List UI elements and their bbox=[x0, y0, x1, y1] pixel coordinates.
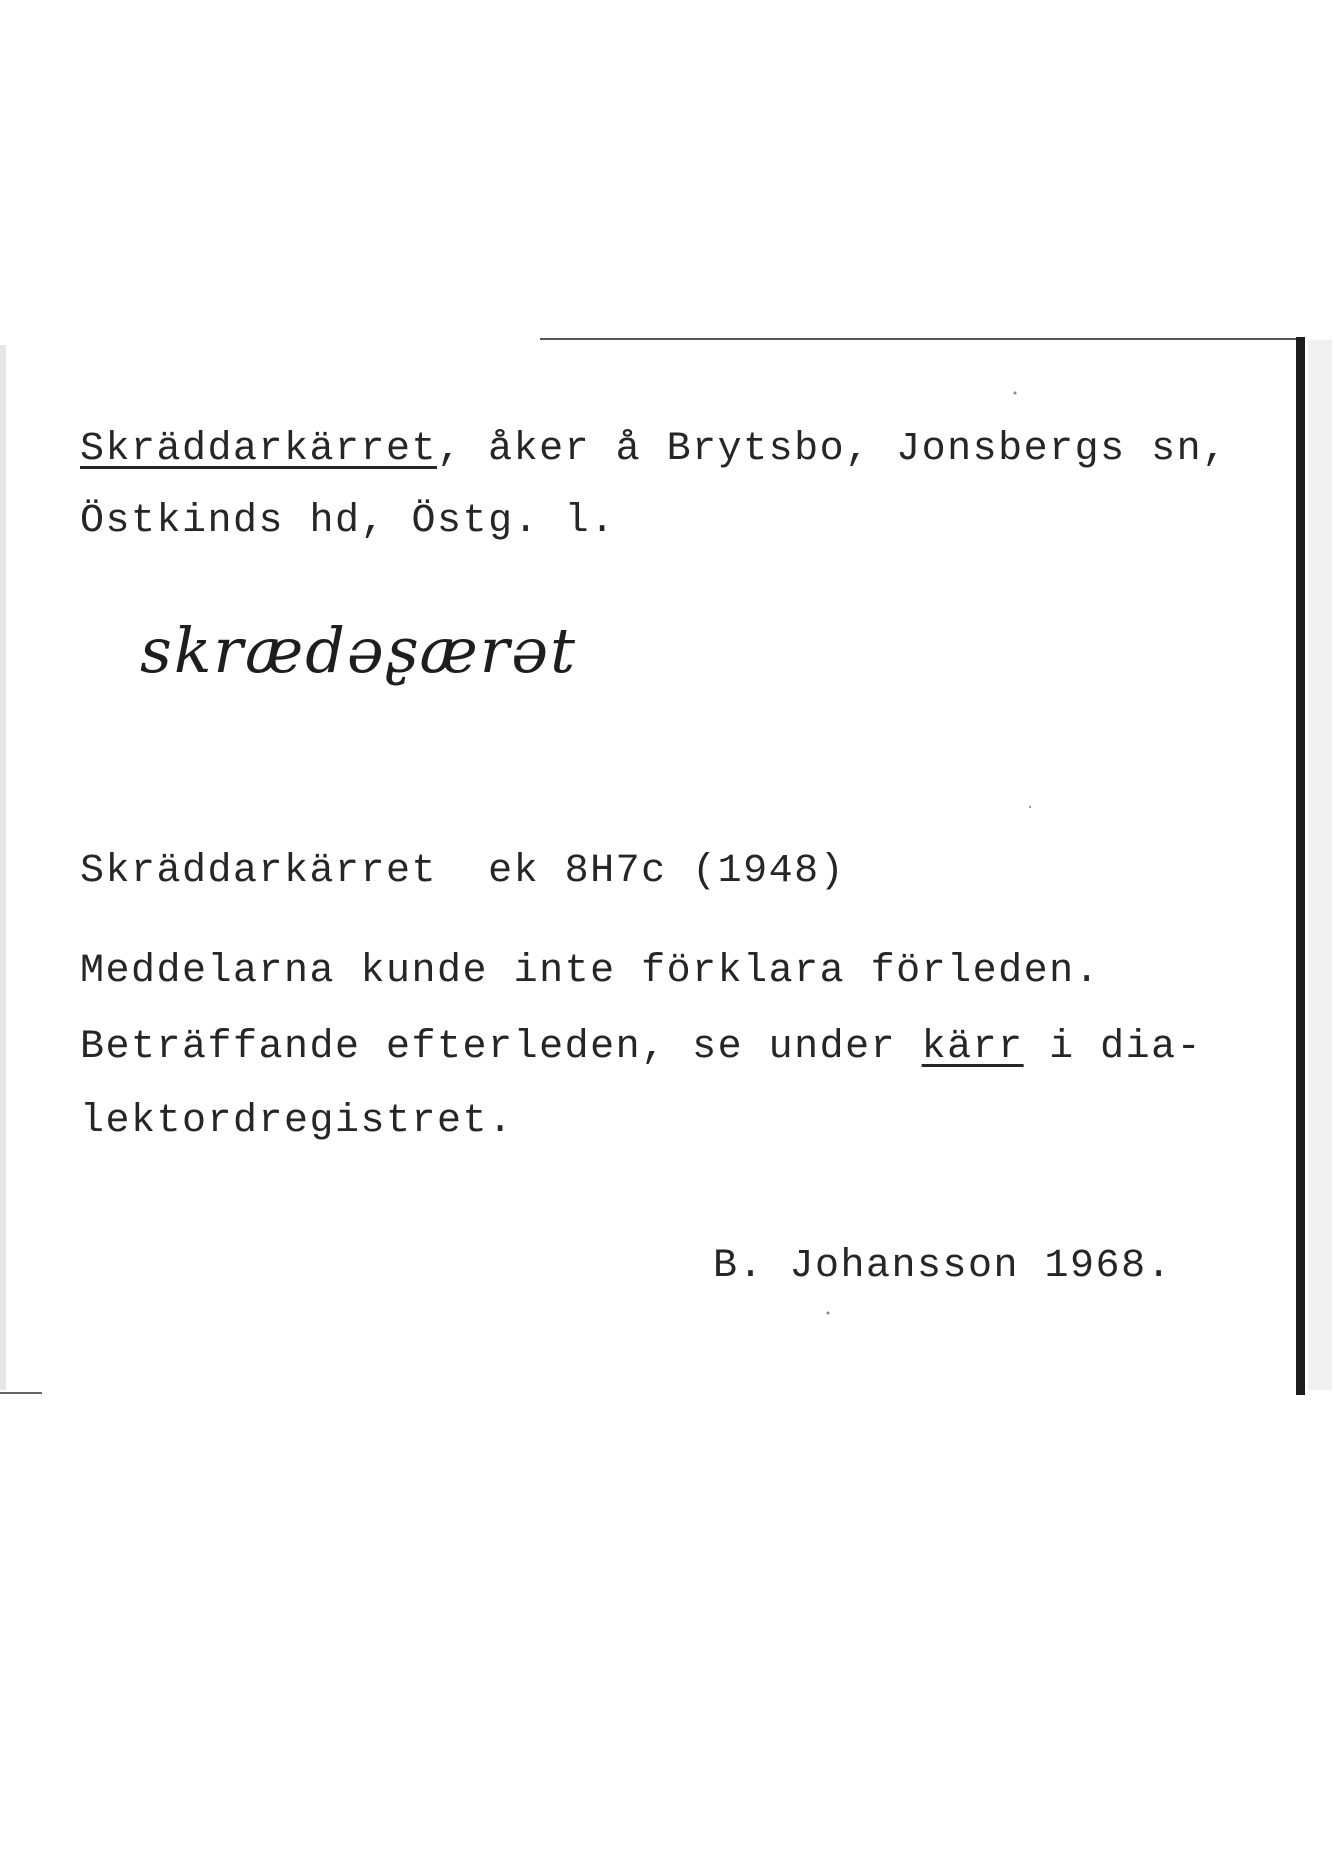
handwritten-phonetic-transcription: skrædəʂærət bbox=[140, 614, 578, 687]
card-right-edge-texture bbox=[1308, 340, 1332, 1390]
note-line-2 bbox=[80, 1025, 1203, 1070]
signature: B. Johansson 1968. bbox=[713, 1244, 1173, 1289]
record-reference: Skräddarkärret ek 8H7c (1948) bbox=[80, 849, 846, 894]
entry-line-1 bbox=[80, 427, 1228, 472]
note-line-2-start: Betr bbox=[80, 1025, 183, 1070]
card-left-edge-texture bbox=[0, 345, 6, 1390]
note-line-3: lektordregistret. bbox=[80, 1099, 514, 1144]
entry-line-2: Östkinds hd, Östg. l. bbox=[80, 499, 616, 544]
note-line-1: Meddelarna kunde inte förklara förleden. bbox=[80, 949, 1101, 994]
entry-location: , åker å Brytsbo, Jonsbergs sn, bbox=[437, 427, 1228, 472]
note-line-2-end: i dia- bbox=[1023, 1025, 1203, 1070]
cross-reference-karr: kärr bbox=[921, 1025, 1024, 1070]
note-line-2-middle: äffande efterleden, se under bbox=[182, 1025, 922, 1070]
headword: Skräddarkärret bbox=[80, 427, 438, 472]
card-right-border bbox=[1296, 337, 1305, 1395]
